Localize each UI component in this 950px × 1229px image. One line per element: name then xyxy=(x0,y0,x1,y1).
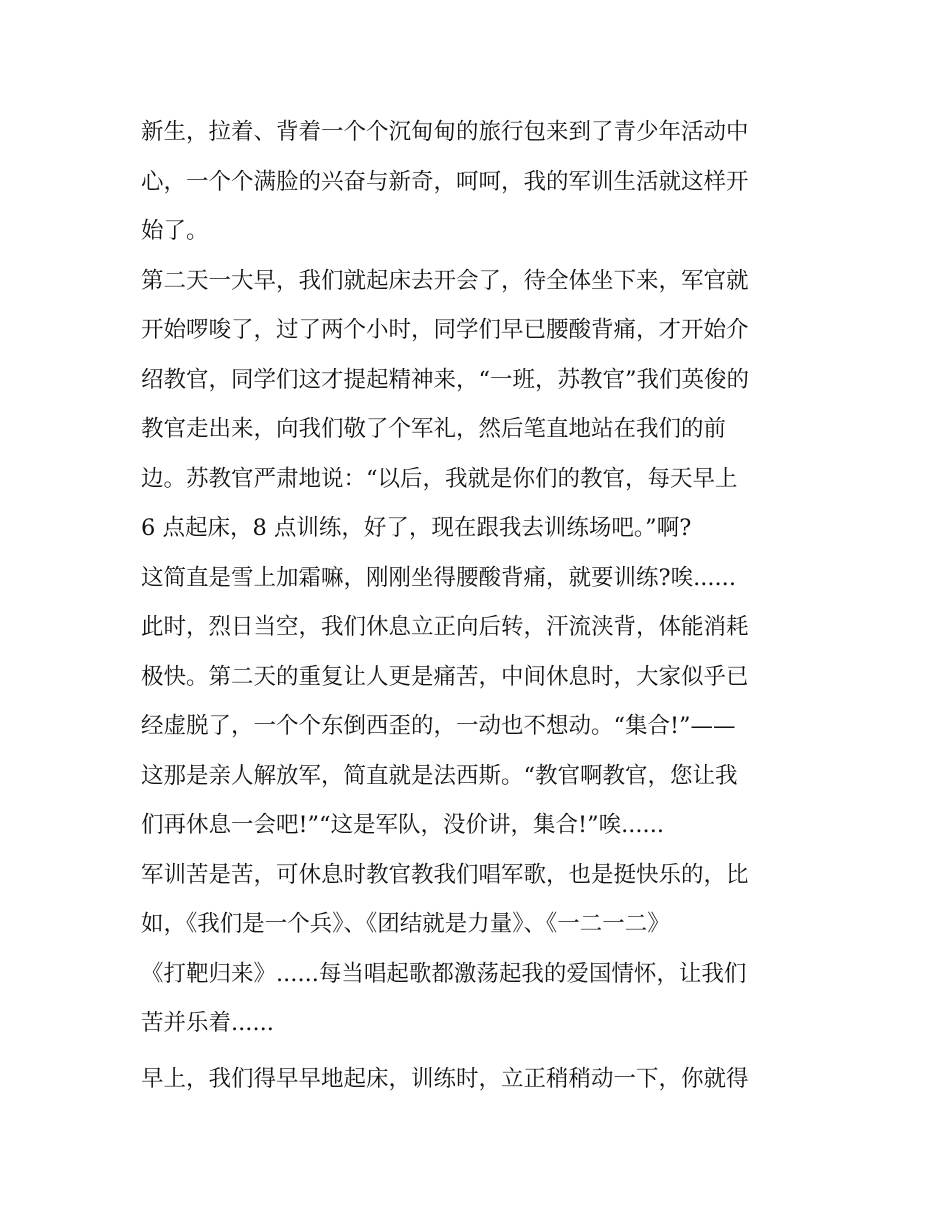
text-line: 第二天一大早，我们就起床去开会了，待全体坐下来，军官就 xyxy=(141,267,749,294)
text-line: 新生，拉着、背着一个个沉甸甸的旅行包来到了青少年活动中 xyxy=(141,119,749,145)
text-line: 经虚脱了，一个个东倒西歪的，一动也不想动。“集合!”—— xyxy=(141,713,736,739)
text-line: 军训苦是苦，可休息时教官教我们唱军歌，也是挺快乐的，比 xyxy=(141,861,749,888)
text-line: 早上，我们得早早地起床，训练时，立正稍稍动一下，你就得 xyxy=(141,1065,749,1092)
text-line: 如，《我们是一个兵》、《团结就是力量》、《一二一二》 xyxy=(141,911,670,937)
text-line: 6 点起床，8 点训练，好了，现在跟我去训练场吧。”啊? xyxy=(141,515,692,541)
text-line: 这那是亲人解放军，简直就是法西斯。“教官啊教官，您让我 xyxy=(141,762,738,789)
text-line: 们再休息一会吧!”“这是军队，没价讲，集合!”唉...... xyxy=(141,812,665,838)
text-line: 此时，烈日当空，我们休息立正向后转，汗流浃背，体能消耗 xyxy=(141,614,749,640)
text-line: 始了。 xyxy=(141,218,209,244)
text-line: 教官走出来，向我们敬了个军礼，然后笔直地站在我们的前 xyxy=(141,416,727,442)
text-line: 绍教官，同学们这才提起精神来，“一班，苏教官”我们英俊的 xyxy=(141,366,750,393)
text-line: 这简直是雪上加霜嘛，刚刚坐得腰酸背痛，就要训练?唉...... xyxy=(141,564,736,591)
text-line: 开始啰唆了，过了两个小时，同学们早已腰酸背痛，才开始介 xyxy=(141,317,749,343)
text-line: 苦并乐着...... xyxy=(141,1010,274,1036)
text-line: 心，一个个满脸的兴奋与新奇，呵呵，我的军训生活就这样开 xyxy=(141,168,749,195)
text-line: 边。苏教官严肃地说：“以后，我就是你们的教官，每天早上 xyxy=(141,465,738,492)
document-body xyxy=(141,108,821,1104)
text-line: 极快。第二天的重复让人更是痛苦，中间休息时，大家似乎已 xyxy=(141,663,749,690)
text-line: 《打靶归来》......每当唱起歌都激荡起我的爱国情怀，让我们 xyxy=(141,960,747,987)
